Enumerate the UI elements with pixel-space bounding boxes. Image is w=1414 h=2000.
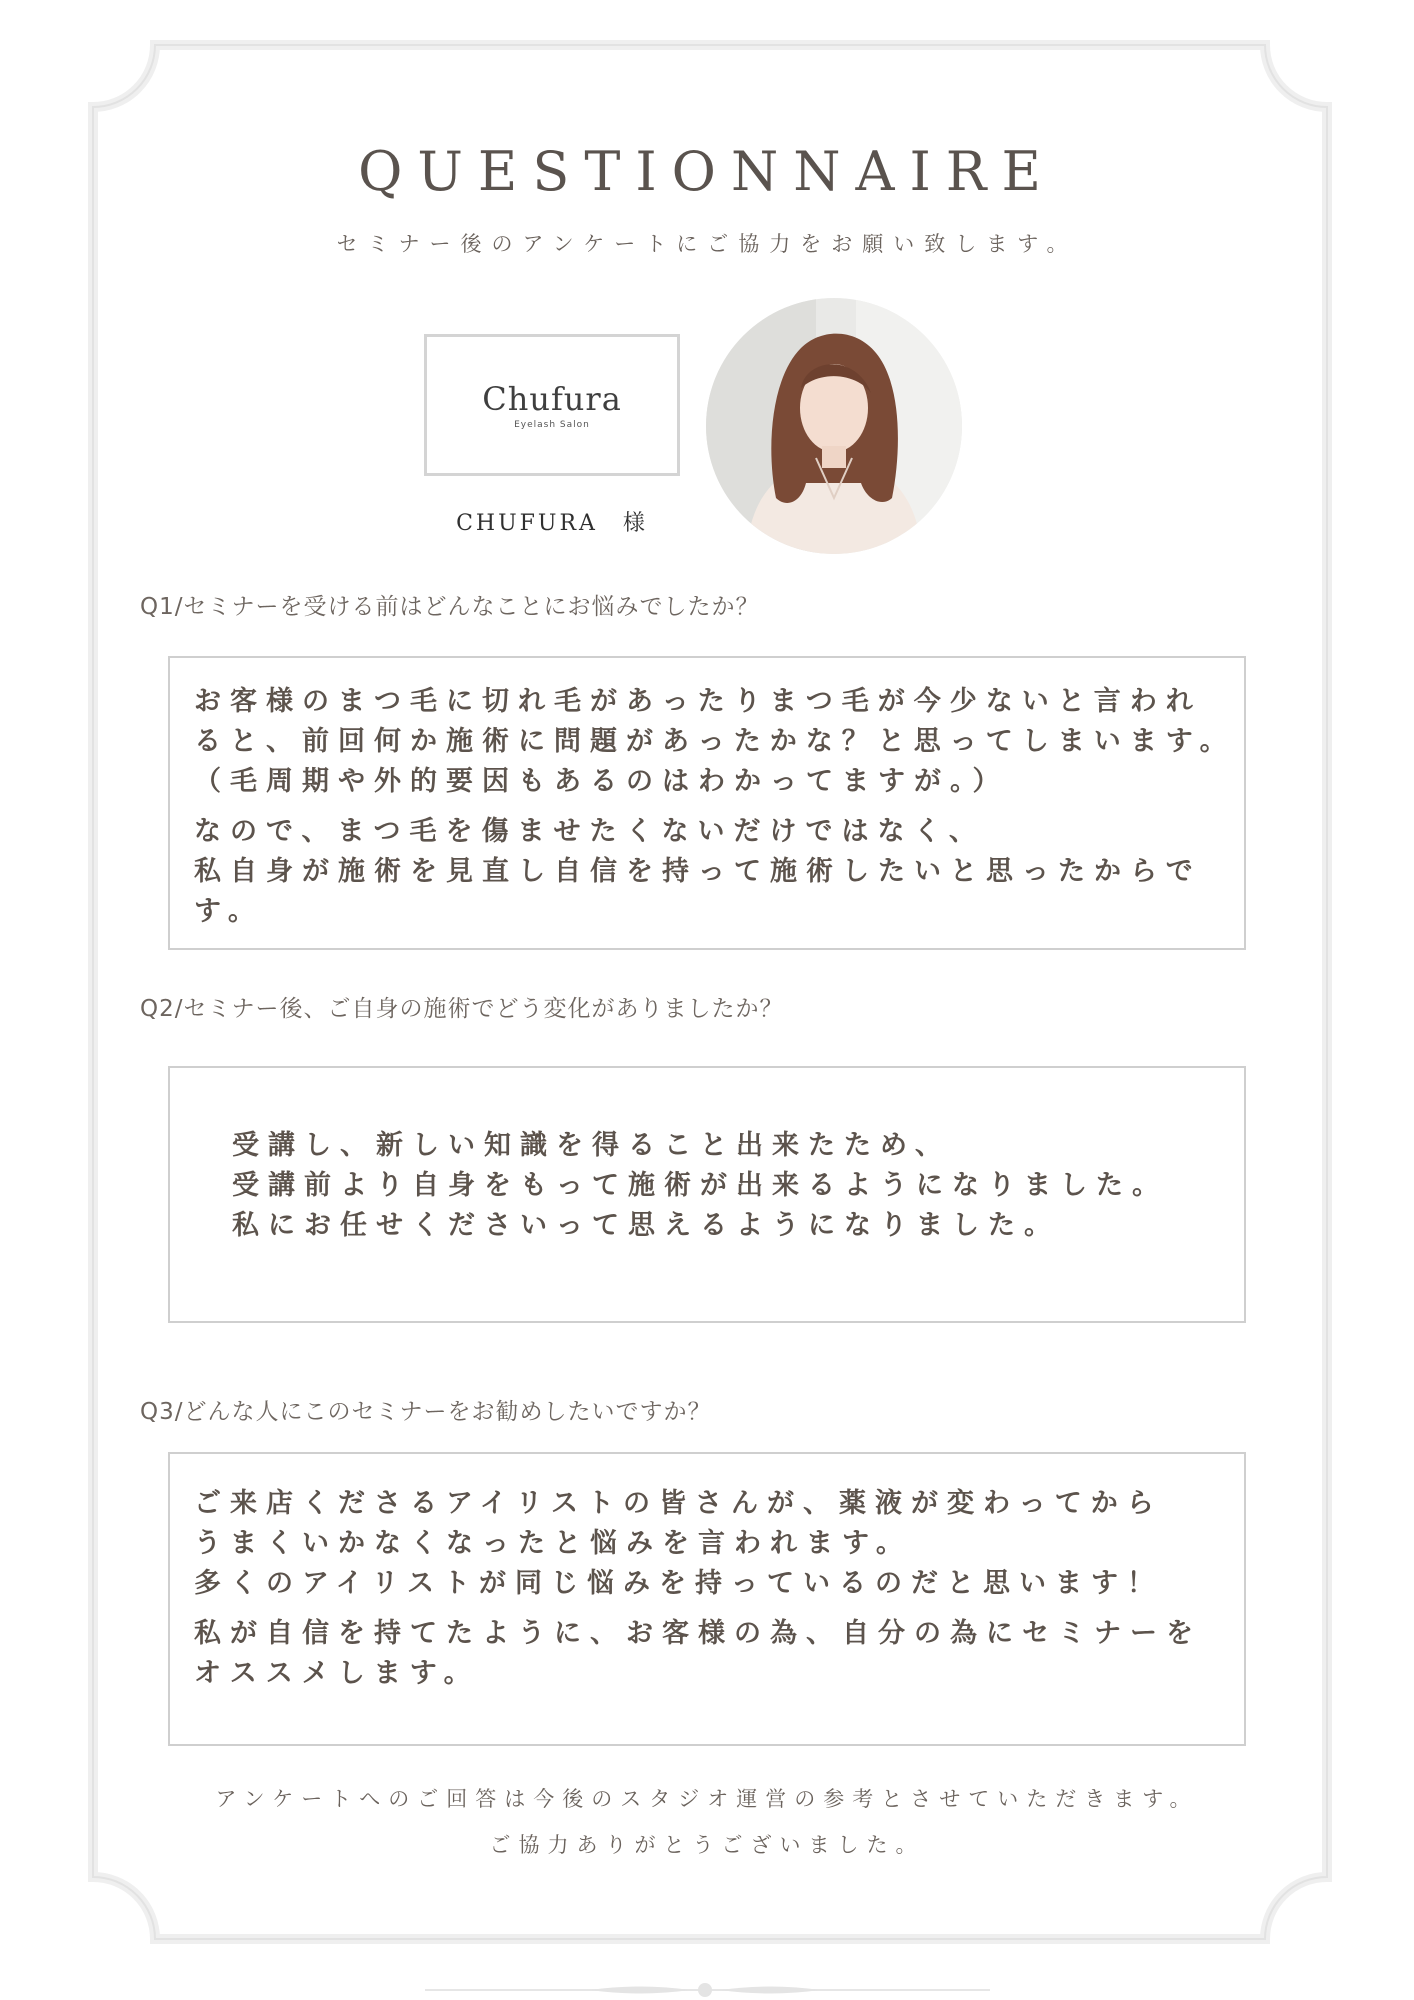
answer-1-line: お客様のまつ毛に切れ毛があったりまつ毛が今少ないと言われ xyxy=(194,686,1202,717)
answer-box-3 xyxy=(168,1452,1246,1746)
footer-thanks: ご協力ありがとうございました。 xyxy=(489,1833,925,1857)
question-3: Q3/どんな人にこのセミナーをお勧めしたいですか？ xyxy=(140,1399,712,1425)
answer-3-line: 私が自信を持てたように、お客様の為、自分の為にセミナーを xyxy=(194,1618,1202,1649)
answer-box-1 xyxy=(168,656,1246,950)
answer-1-line: す。 xyxy=(194,896,264,927)
logo-wordmark: Chufura xyxy=(482,380,622,418)
answer-1-line: なので、まつ毛を傷ませたくないだけではなく、 xyxy=(194,816,985,847)
answer-2-line: 私にお任せくださいって思えるようになりました。 xyxy=(232,1210,1060,1241)
logo-tagline: Eyelash Salon xyxy=(514,420,590,430)
page-subtitle: セミナー後のアンケートにご協力をお願い致します。 xyxy=(336,232,1078,256)
answer-2-line: 受講し、新しい知識を得ること出来たため、 xyxy=(232,1130,951,1161)
ornament-divider xyxy=(425,1983,990,1997)
page-title: QUESTIONNAIRE xyxy=(358,140,1056,203)
client-photo xyxy=(706,298,962,554)
answer-3-line: ご来店くださるアイリストの皆さんが、薬液が変わってから xyxy=(194,1488,1163,1519)
client-name: CHUFURA 様 xyxy=(456,511,648,536)
answer-3-line: うまくいかなくなったと悩みを言われます。 xyxy=(194,1528,912,1559)
answer-1-line: ると、前回何か施術に問題があったかな？と思ってしまいます。 xyxy=(194,726,1236,757)
answer-1-line: （毛周期や外的要因もあるのはわかってますが。） xyxy=(194,766,1009,797)
answer-box-2 xyxy=(168,1066,1246,1323)
answer-3-line: 多くのアイリストが同じ悩みを持っているのだと思います！ xyxy=(194,1568,1164,1599)
answer-3-line: オススメします。 xyxy=(194,1658,480,1689)
client-logo xyxy=(424,334,680,476)
answer-2-line: 受講前より自身をもって施術が出来るようになりました。 xyxy=(232,1170,1168,1201)
question-2: Q2/セミナー後、ご自身の施術でどう変化がありましたか？ xyxy=(140,996,784,1022)
question-1: Q1/セミナーを受ける前はどんなことにお悩みでしたか？ xyxy=(140,594,760,620)
portrait-image xyxy=(706,298,962,554)
answer-1-line: 私自身が施術を見直し自信を持って施術したいと思ったからで xyxy=(194,856,1202,887)
footer-note: アンケートへのご回答は今後のスタジオ運営の参考とさせていただきます。 xyxy=(215,1787,1199,1811)
